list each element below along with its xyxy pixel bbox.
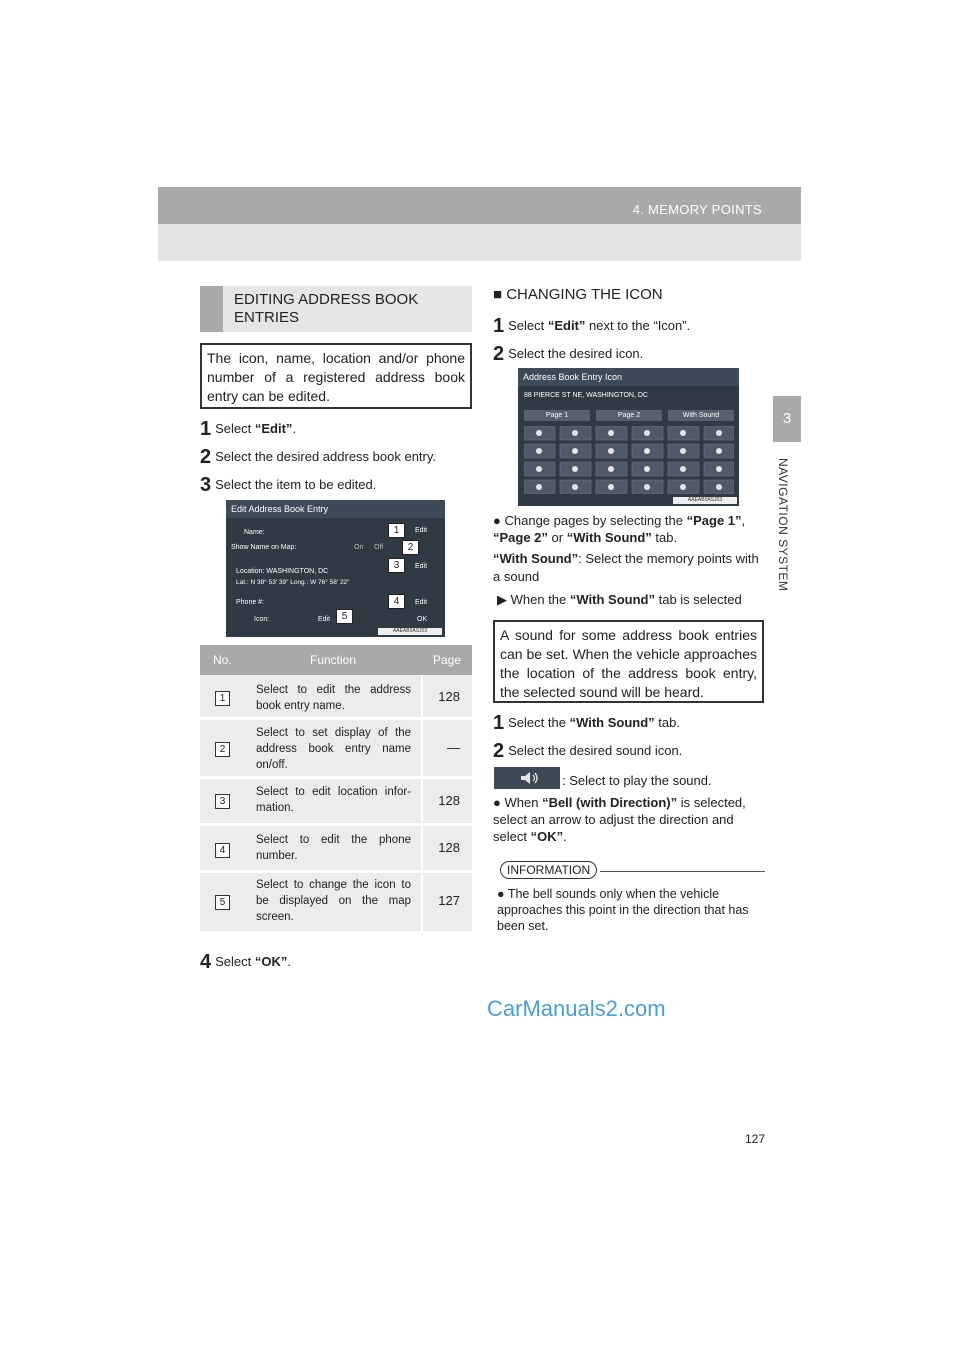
name-label: Name: — [244, 529, 265, 536]
bullet-icon: ● — [493, 513, 501, 528]
section-heading — [200, 286, 472, 332]
row-function: Select to edit the phone number. — [256, 834, 411, 862]
right-step-1b: 1 Select the “With Sound” tab. — [493, 712, 680, 734]
right-step-2: 2 Select the desired icon. — [493, 343, 644, 365]
right-step-1: 1 Select “Edit” next to the “Icon”. — [493, 315, 691, 337]
row-page: 128 — [438, 840, 460, 855]
edit-icon-button[interactable]: Edit — [318, 616, 331, 623]
callout-1: 1 — [388, 523, 405, 538]
speaker-desc: : Select to play the sound. — [562, 773, 712, 788]
information-label: INFORMATION — [500, 861, 597, 879]
row-page: 127 — [438, 893, 460, 908]
section-title-line2: ENTRIES — [234, 309, 300, 326]
ok-button[interactable]: OK — [417, 616, 428, 623]
edit-name-button[interactable]: Edit — [415, 527, 428, 534]
edit-phone-button[interactable]: Edit — [415, 599, 428, 606]
screen2-title: Address Book Entry Icon — [523, 372, 623, 382]
speaker-icon — [494, 767, 560, 789]
callout-4: 4 — [388, 594, 405, 609]
tab-with-sound[interactable]: With Sound — [668, 410, 734, 421]
table-row — [200, 779, 472, 826]
chapter-title-vertical: NAVIGATION SYSTEM — [776, 458, 790, 592]
table-row — [200, 873, 472, 934]
image-code-2: AAEAB0ASJ03 — [673, 497, 737, 504]
icon-label: Icon: — [254, 616, 270, 623]
image-code: AAEAB0ASJ03 — [378, 628, 442, 635]
callout-2: 2 — [402, 540, 419, 555]
information-text: ● The bell sounds only when the vehicle approaches this point in the direction that has been set. — [497, 887, 749, 933]
running-header: 4. MEMORY POINTS — [632, 202, 762, 217]
step-2: 2 Select the desired address book entry. — [200, 446, 437, 468]
col-no: No. — [213, 653, 232, 667]
bullet-icon: ● — [493, 795, 501, 810]
bullet-icon: ● — [497, 887, 505, 901]
page-number: 127 — [745, 1132, 766, 1146]
chapter-number-tab: 3 — [773, 396, 801, 442]
watermark: CarManuals2.com — [487, 996, 666, 1021]
row-function: Select to edit the address book entry name. — [256, 684, 411, 712]
info-rule — [600, 871, 765, 872]
section-title-line1: EDITING ADDRESS BOOK — [234, 291, 419, 308]
row-number: 1 — [215, 691, 230, 706]
col-page: Page — [433, 653, 462, 667]
row-number: 2 — [215, 742, 230, 757]
table-header — [200, 645, 472, 675]
arrow-right-icon: ▶ — [497, 592, 507, 607]
row-function: Select to change the icon to be displayed on the map screen. — [256, 879, 411, 923]
row-number: 4 — [215, 843, 230, 858]
address-book-icon-screenshot — [518, 368, 739, 506]
callout-5: 5 — [336, 609, 353, 624]
row-page: 128 — [438, 793, 460, 808]
with-sound-desc: “With Sound”: Select the memory points with a sound — [493, 551, 759, 584]
latlong-text: Lat.: N 38° 53' 39" Long.: W 76° 58' 22" — [236, 579, 350, 586]
callout-3: 3 — [388, 558, 405, 573]
col-function: Function — [310, 653, 357, 667]
screen-title: Edit Address Book Entry — [231, 504, 329, 514]
when-tab-selected: ▶ When the “With Sound” tab is selected — [497, 592, 742, 607]
row-number: 3 — [215, 794, 230, 809]
subheading-changing-icon: ■ CHANGING THE ICON — [493, 286, 663, 303]
icon-grid — [524, 426, 734, 494]
on-option[interactable]: On — [354, 544, 364, 551]
step-1: 1 Select “Edit”. — [200, 418, 297, 440]
row-number: 5 — [215, 895, 230, 910]
table-row — [200, 720, 472, 779]
function-table — [200, 645, 472, 934]
table-row — [200, 826, 472, 873]
icon-grid-buttons[interactable] — [524, 426, 734, 494]
row-page: — — [447, 740, 460, 755]
edit-entry-screenshot — [226, 500, 445, 637]
location-text: Location: WASHINGTON, DC — [236, 568, 329, 575]
phone-label: Phone #: — [236, 599, 265, 606]
header-subband — [158, 224, 801, 261]
row-page: 128 — [438, 689, 460, 704]
row-function: Select to set display of the address book entry name on/off. — [256, 727, 411, 771]
edit-location-button[interactable]: Edit — [415, 563, 428, 570]
bullet-bell-direction: ● When “Bell (with Direction)” is selected, select an arrow to adjust the direction and select “OK”. — [493, 795, 746, 844]
right-step-2b: 2 Select the desired sound icon. — [493, 740, 683, 762]
section-heading-bar — [200, 286, 223, 332]
step-4: 4 Select “OK”. — [200, 951, 291, 973]
bullet-change-pages: ● Change pages by selecting the “Page 1”, “Page 2” or “With Sound” tab. — [493, 513, 746, 545]
show-name-label: Show Name on Map: — [231, 544, 297, 551]
sound-note-box: A sound for some address book entries can be set. When the vehicle approaches the location of the address book entry, the selected sound will be heard. — [493, 620, 764, 703]
row-function: Select to edit location infor- mation. — [256, 786, 411, 814]
table-row — [200, 675, 472, 720]
off-option[interactable]: Off — [374, 544, 384, 551]
tab-page1[interactable]: Page 1 — [524, 410, 590, 421]
screen2-address: 88 PIERCE ST NE, WASHINGTON, DC — [524, 392, 648, 399]
step-3: 3 Select the item to be edited. — [200, 474, 377, 496]
tab-page2[interactable]: Page 2 — [596, 410, 662, 421]
speaker-button[interactable] — [494, 767, 560, 789]
intro-box: The icon, name, location and/or phone number of a registered address book entry can be edited. — [200, 343, 472, 409]
